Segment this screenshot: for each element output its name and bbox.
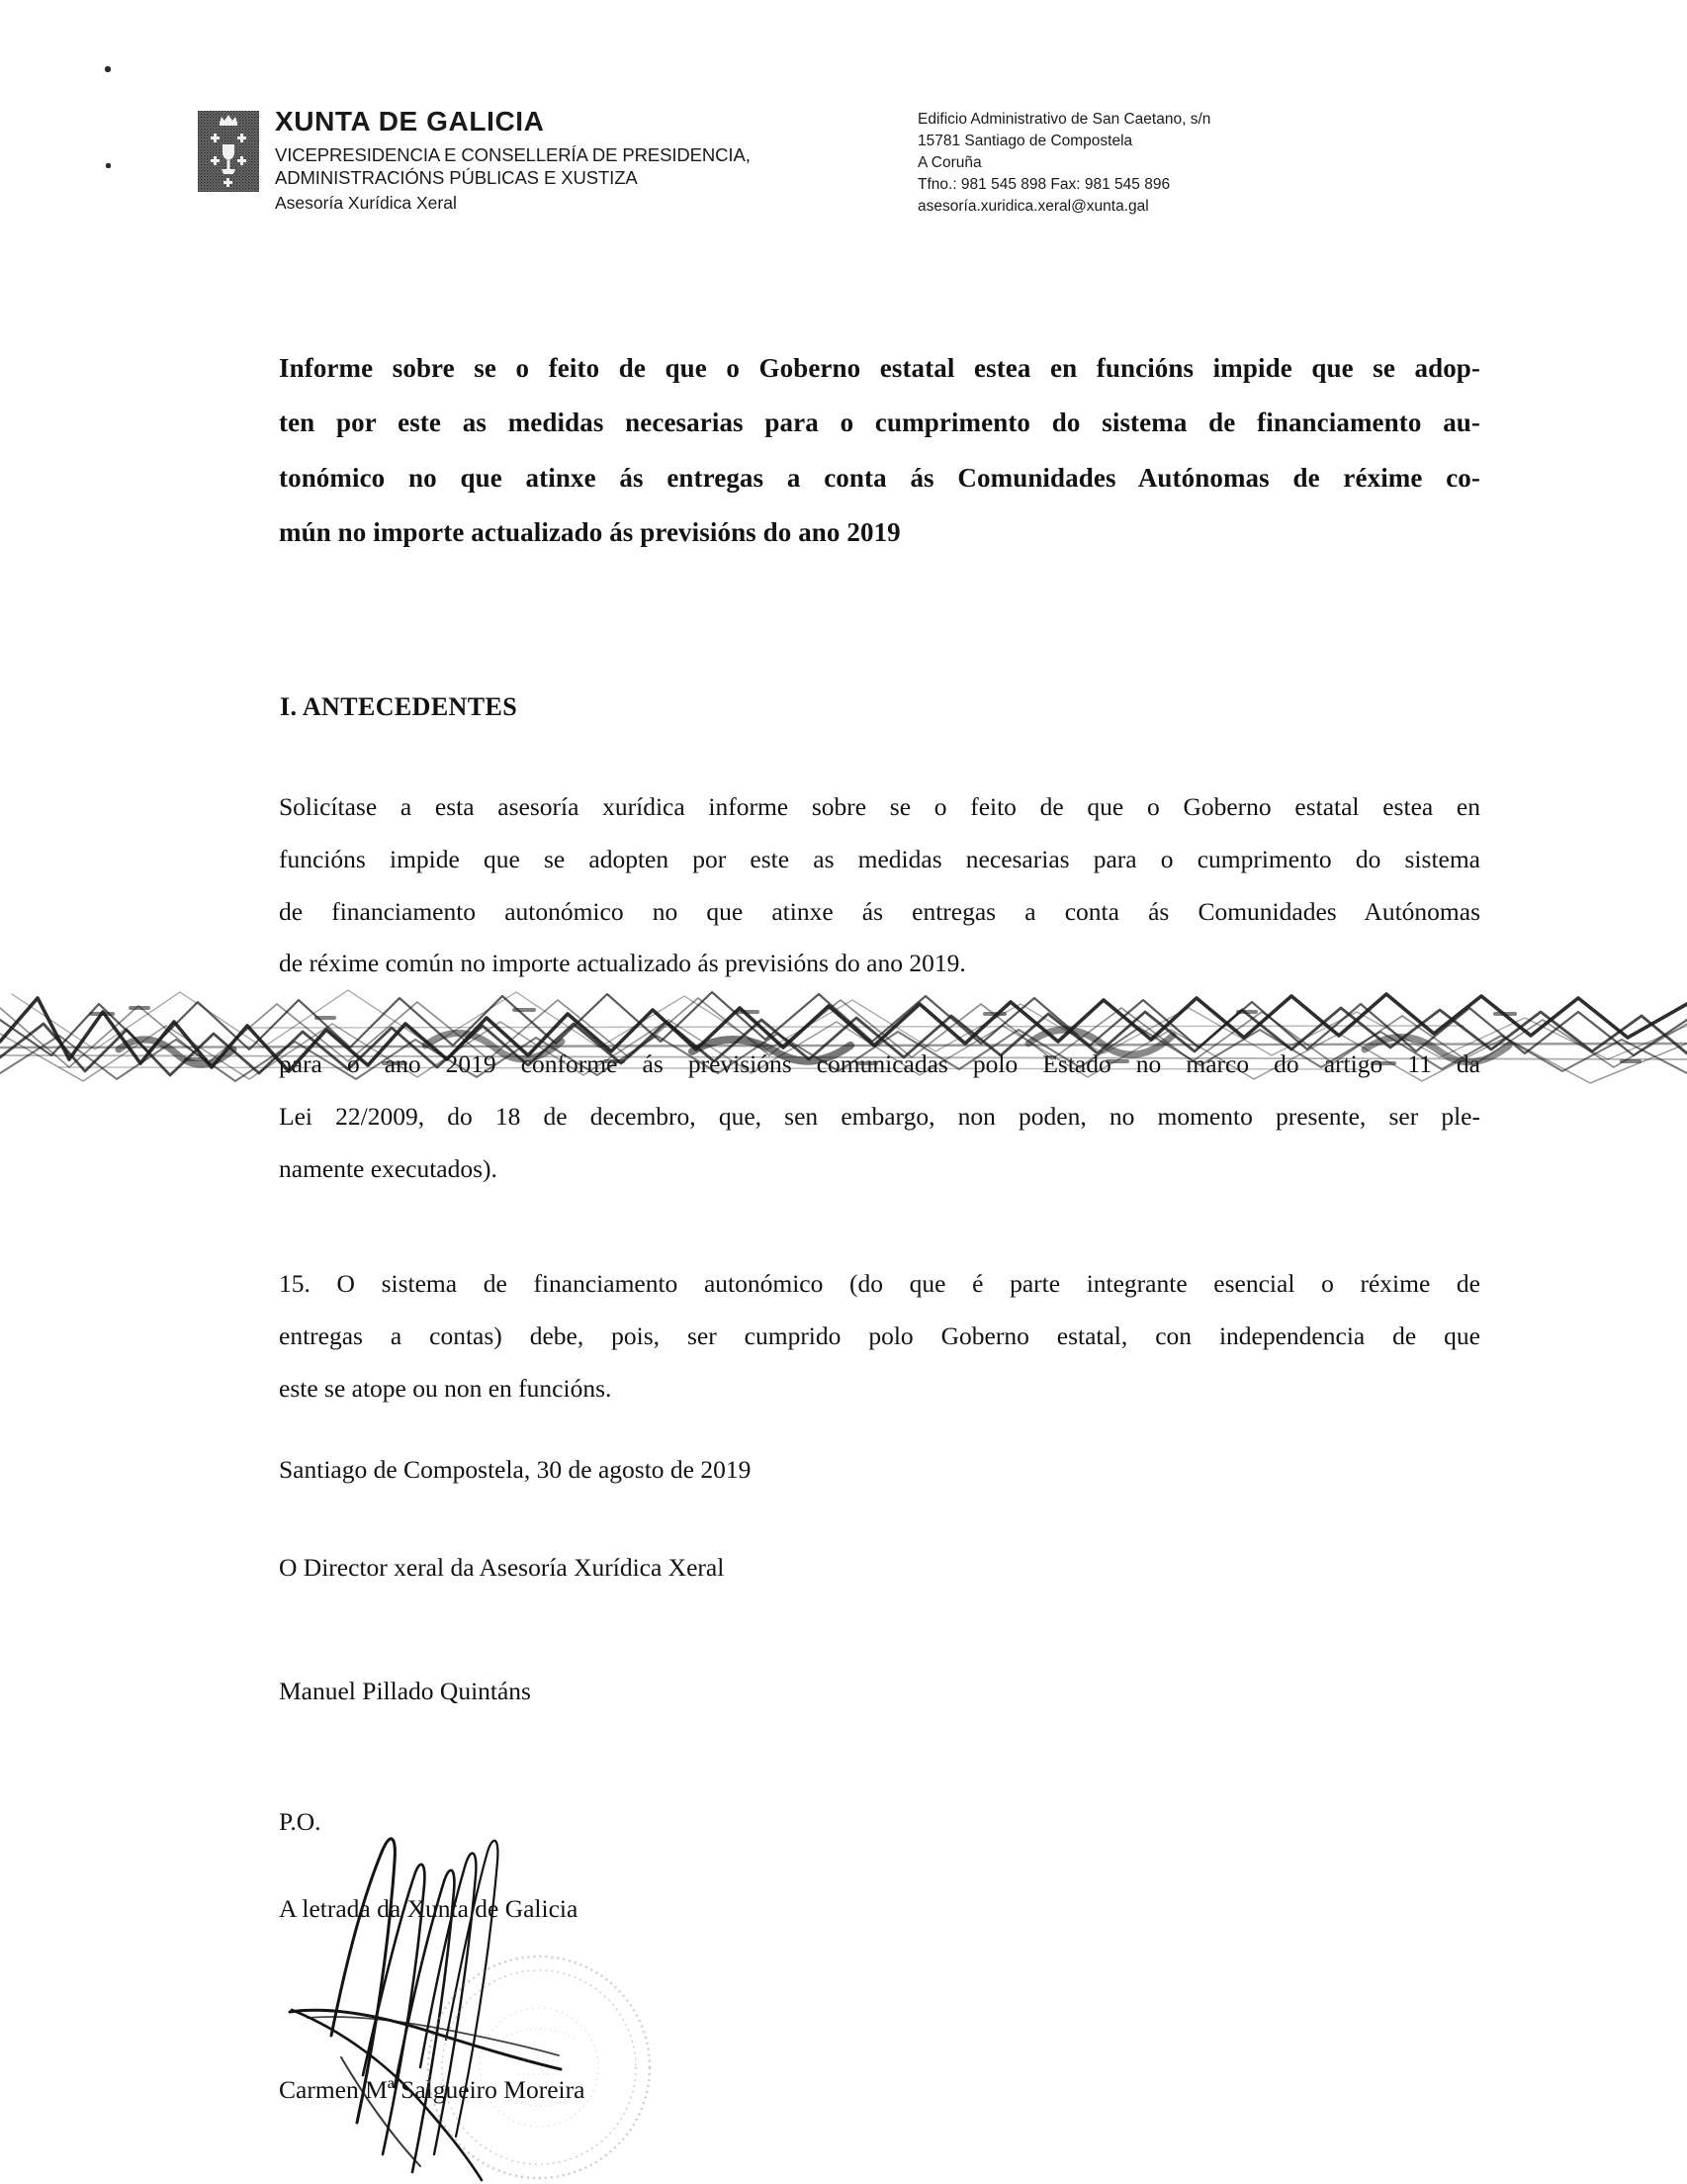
letterhead-text bbox=[275, 107, 908, 216]
paragraph-line: de réxime común no importe actualizado ás previsións do ano 2019. bbox=[279, 949, 966, 978]
address-line-province: A Coruña bbox=[918, 154, 982, 171]
paragraph-line: este se atope ou non en funcións. bbox=[279, 1373, 612, 1403]
paragraph-line: Lei 22/2009, do 18 de decembro, que, sen embargo, non poden, no momento presente, ser ple- bbox=[279, 1101, 1480, 1131]
organization-name: XUNTA DE GALICIA bbox=[275, 106, 545, 136]
delegate-name: Carmen Mª Salgueiro Moreira bbox=[279, 2075, 585, 2104]
delegate-role: A letrada da Xunta de Galicia bbox=[279, 1894, 578, 1923]
title-line: tonómico no que atinxe ás entregas a conta ás Comunidades Autónomas de réxime co- bbox=[279, 462, 1480, 493]
organization-department: Asesoría Xurídica Xeral bbox=[275, 193, 457, 214]
delegation-mark: P.O. bbox=[279, 1807, 321, 1836]
paragraph-line: namente executados). bbox=[279, 1153, 497, 1183]
paragraph-line: de financiamento autonómico no que atinxe ás entregas a conta ás Comunidades Autónomas bbox=[279, 896, 1480, 926]
round-official-stamp-icon bbox=[415, 1944, 663, 2184]
address-line-email: asesoría.xuridica.xeral@xunta.gal bbox=[918, 198, 1149, 215]
address-line-street: Edificio Administrativo de San Caetano, s/n bbox=[918, 111, 1211, 128]
title-line: Informe sobre se o feito de que o Goberno estatal estea en funcións impide que se adop- bbox=[279, 353, 1480, 383]
letterhead-address-block bbox=[908, 107, 1503, 218]
section-heading-antecedentes: I. ANTECEDENTES bbox=[280, 692, 518, 721]
paragraph-line: funcións impide que se adopten por este as medidas necesarias para o cumprimento do sistema bbox=[279, 844, 1480, 873]
signer-name: Manuel Pillado Quintáns bbox=[279, 1677, 531, 1705]
title-line: ten por este as medidas necesarias para o cumprimento do sistema de financiamento au- bbox=[279, 408, 1480, 438]
handwritten-signature-icon bbox=[272, 1828, 687, 2184]
letterhead bbox=[198, 107, 1503, 218]
place-and-date: Santiago de Compostela, 30 de agosto de 2019 bbox=[279, 1455, 752, 1484]
signer-role: O Director xeral da Asesoría Xurídica Xeral bbox=[279, 1553, 725, 1582]
scan-speckle bbox=[106, 163, 111, 168]
organization-line-1: VICEPRESIDENCIA E CONSELLERÍA DE PRESIDENCIA, bbox=[275, 143, 751, 165]
address-line-phone: Tfno.: 981 545 898 Fax: 981 545 896 bbox=[918, 176, 1171, 193]
paragraph-line: Solicítase a esta asesoría xurídica informe sobre se o feito de que o Goberno estatal estea en bbox=[279, 792, 1480, 821]
title-line: mún no importe actualizado ás previsións do ano 2019 bbox=[279, 517, 901, 548]
scan-speckle bbox=[105, 66, 111, 72]
document-title bbox=[279, 341, 1480, 560]
paragraph-obscured bbox=[279, 1039, 1480, 1195]
paragraph-line: 15. O sistema de financiamento autonómico (do que é parte integrante esencial o réxime de bbox=[279, 1269, 1480, 1298]
organization-line-2: ADMINISTRACIÓNS PÚBLICAS E XUSTIZA bbox=[275, 167, 638, 189]
paragraph-15 bbox=[279, 1258, 1480, 1414]
paragraph-antecedentes bbox=[279, 781, 1480, 990]
paragraph-line: entregas a contas) debe, pois, ser cumprido polo Goberno estatal, con independencia de que bbox=[279, 1320, 1480, 1350]
galicia-coat-of-arms-icon bbox=[198, 111, 259, 192]
paragraph-line: para o ano 2019 conforme ás previsións comunicadas polo Estado no marco do artigo 11 da bbox=[279, 1049, 1480, 1078]
address-line-city: 15781 Santiago de Compostela bbox=[918, 133, 1133, 149]
